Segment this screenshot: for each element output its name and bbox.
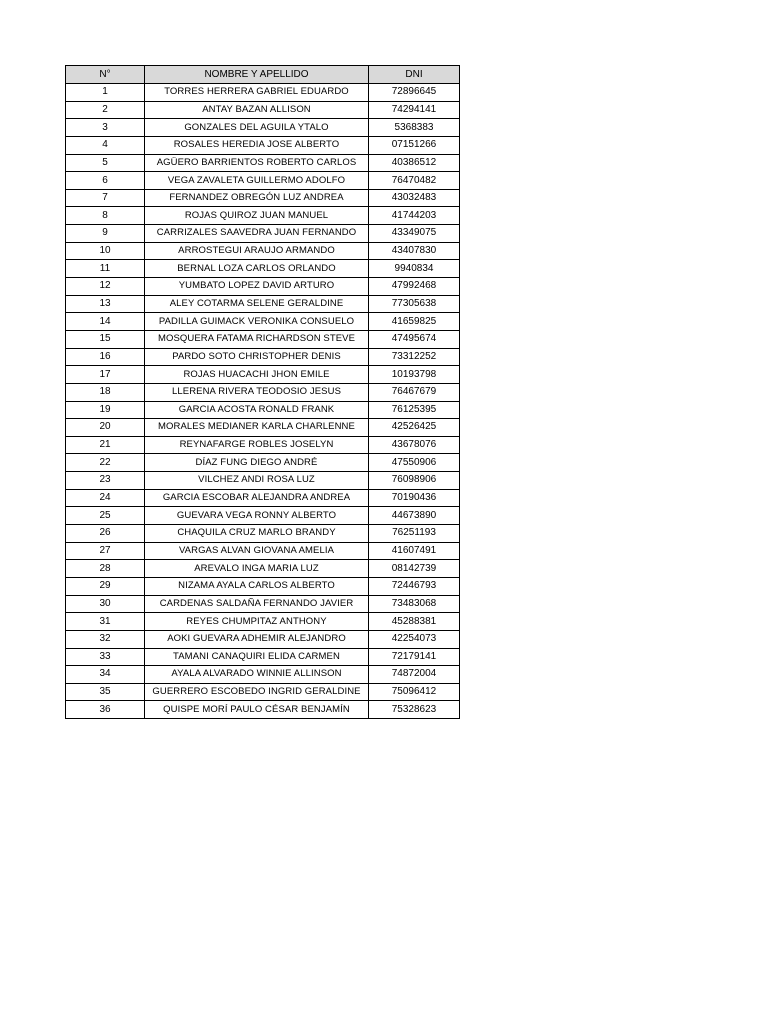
- row-number: 29: [66, 577, 145, 595]
- row-number: 31: [66, 613, 145, 631]
- row-name: VILCHEZ ANDI ROSA LUZ: [145, 472, 369, 490]
- row-name: ROJAS QUIROZ JUAN MANUEL: [145, 207, 369, 225]
- row-name: YUMBATO LOPEZ DAVID ARTURO: [145, 278, 369, 296]
- row-dni: 47992468: [369, 278, 460, 296]
- row-number: 16: [66, 348, 145, 366]
- row-number: 15: [66, 330, 145, 348]
- table-row: [66, 489, 460, 507]
- row-number: 19: [66, 401, 145, 419]
- row-number: 27: [66, 542, 145, 560]
- table-row: [66, 278, 460, 296]
- row-dni: 75328623: [369, 701, 460, 719]
- row-number: 7: [66, 189, 145, 207]
- row-dni: 70190436: [369, 489, 460, 507]
- table-row: [66, 383, 460, 401]
- row-name: AGÜERO BARRIENTOS ROBERTO CARLOS: [145, 154, 369, 172]
- table-row: [66, 119, 460, 137]
- table-row: [66, 419, 460, 437]
- row-name: ROSALES HEREDIA JOSE ALBERTO: [145, 136, 369, 154]
- row-name: PADILLA GUIMACK VERONIKA CONSUELO: [145, 313, 369, 331]
- row-number: 10: [66, 242, 145, 260]
- table-row: [66, 507, 460, 525]
- row-name: ROJAS HUACACHI JHON EMILE: [145, 366, 369, 384]
- row-number: 26: [66, 525, 145, 543]
- row-name: ANTAY BAZAN ALLISON: [145, 101, 369, 119]
- row-number: 21: [66, 436, 145, 454]
- row-dni: 41744203: [369, 207, 460, 225]
- row-number: 36: [66, 701, 145, 719]
- row-dni: 47550906: [369, 454, 460, 472]
- table-row: [66, 560, 460, 578]
- row-number: 32: [66, 630, 145, 648]
- row-dni: 43678076: [369, 436, 460, 454]
- header-dni: DNI: [369, 66, 460, 84]
- row-dni: 08142739: [369, 560, 460, 578]
- table-row: [66, 525, 460, 543]
- row-name: LLERENA RIVERA TEODOSIO JESUS: [145, 383, 369, 401]
- table-row: [66, 207, 460, 225]
- header-name: NOMBRE Y APELLIDO: [145, 66, 369, 84]
- row-dni: 43032483: [369, 189, 460, 207]
- row-number: 33: [66, 648, 145, 666]
- row-name: ALEY COTARMA SELENE GERALDINE: [145, 295, 369, 313]
- row-dni: 72446793: [369, 577, 460, 595]
- row-dni: 45288381: [369, 613, 460, 631]
- table-row: [66, 295, 460, 313]
- row-name: GARCIA ESCOBAR ALEJANDRA ANDREA: [145, 489, 369, 507]
- row-name: AYALA ALVARADO WINNIE ALLINSON: [145, 666, 369, 684]
- row-name: VEGA ZAVALETA GUILLERMO ADOLFO: [145, 172, 369, 190]
- row-number: 35: [66, 683, 145, 701]
- table-row: [66, 454, 460, 472]
- row-number: 24: [66, 489, 145, 507]
- row-dni: 43407830: [369, 242, 460, 260]
- row-dni: 9940834: [369, 260, 460, 278]
- roster-table: [65, 65, 460, 719]
- row-number: 14: [66, 313, 145, 331]
- row-name: TAMANI CANAQUIRI ELIDA CARMEN: [145, 648, 369, 666]
- table-row: [66, 330, 460, 348]
- row-dni: 72179141: [369, 648, 460, 666]
- row-dni: 76125395: [369, 401, 460, 419]
- table-row: [66, 630, 460, 648]
- row-dni: 74872004: [369, 666, 460, 684]
- table-row: [66, 101, 460, 119]
- row-dni: 47495674: [369, 330, 460, 348]
- row-number: 3: [66, 119, 145, 137]
- row-dni: 42526425: [369, 419, 460, 437]
- row-name: TORRES HERRERA GABRIEL EDUARDO: [145, 84, 369, 102]
- table-row: [66, 366, 460, 384]
- table-row: [66, 136, 460, 154]
- row-number: 2: [66, 101, 145, 119]
- row-number: 12: [66, 278, 145, 296]
- row-name: GONZALES DEL AGUILA YTALO: [145, 119, 369, 137]
- row-dni: 41607491: [369, 542, 460, 560]
- row-name: CARRIZALES SAAVEDRA JUAN FERNANDO: [145, 225, 369, 243]
- table-row: [66, 577, 460, 595]
- row-dni: 77305638: [369, 295, 460, 313]
- row-number: 28: [66, 560, 145, 578]
- row-number: 9: [66, 225, 145, 243]
- table-row: [66, 542, 460, 560]
- row-dni: 44673890: [369, 507, 460, 525]
- table-row: [66, 313, 460, 331]
- row-dni: 43349075: [369, 225, 460, 243]
- row-number: 6: [66, 172, 145, 190]
- row-name: BERNAL LOZA CARLOS ORLANDO: [145, 260, 369, 278]
- table-row: [66, 348, 460, 366]
- row-dni: 73483068: [369, 595, 460, 613]
- row-dni: 76470482: [369, 172, 460, 190]
- row-dni: 76467679: [369, 383, 460, 401]
- row-name: AOKI GUEVARA ADHEMIR ALEJANDRO: [145, 630, 369, 648]
- row-name: GUERRERO ESCOBEDO INGRID GERALDINE: [145, 683, 369, 701]
- table-row: [66, 260, 460, 278]
- row-number: 5: [66, 154, 145, 172]
- row-name: REYES CHUMPITAZ ANTHONY: [145, 613, 369, 631]
- header-row: [66, 66, 460, 84]
- table-row: [66, 154, 460, 172]
- row-number: 23: [66, 472, 145, 490]
- row-name: MOSQUERA FATAMA RICHARDSON STEVE: [145, 330, 369, 348]
- row-name: PARDO SOTO CHRISTOPHER DENIS: [145, 348, 369, 366]
- row-number: 1: [66, 84, 145, 102]
- row-number: 8: [66, 207, 145, 225]
- row-name: CARDENAS SALDAÑA FERNANDO JAVIER: [145, 595, 369, 613]
- row-dni: 74294141: [369, 101, 460, 119]
- row-name: VARGAS ALVAN GIOVANA AMELIA: [145, 542, 369, 560]
- table-row: [66, 666, 460, 684]
- row-name: QUISPE MORÍ PAULO CÉSAR BENJAMÍN: [145, 701, 369, 719]
- table-row: [66, 701, 460, 719]
- row-dni: 5368383: [369, 119, 460, 137]
- table-row: [66, 472, 460, 490]
- row-name: GUEVARA VEGA RONNY ALBERTO: [145, 507, 369, 525]
- table-row: [66, 172, 460, 190]
- table-body: [66, 84, 460, 719]
- row-name: AREVALO INGA MARIA LUZ: [145, 560, 369, 578]
- row-number: 34: [66, 666, 145, 684]
- row-number: 17: [66, 366, 145, 384]
- row-name: NIZAMA AYALA CARLOS ALBERTO: [145, 577, 369, 595]
- row-dni: 76098906: [369, 472, 460, 490]
- row-dni: 76251193: [369, 525, 460, 543]
- header-number: N°: [66, 66, 145, 84]
- row-number: 4: [66, 136, 145, 154]
- row-dni: 73312252: [369, 348, 460, 366]
- row-number: 20: [66, 419, 145, 437]
- row-name: ARROSTEGUI ARAUJO ARMANDO: [145, 242, 369, 260]
- table-row: [66, 189, 460, 207]
- row-number: 30: [66, 595, 145, 613]
- table-row: [66, 401, 460, 419]
- row-name: FERNANDEZ OBREGÓN LUZ ANDREA: [145, 189, 369, 207]
- table-row: [66, 225, 460, 243]
- row-dni: 07151266: [369, 136, 460, 154]
- row-dni: 41659825: [369, 313, 460, 331]
- row-name: DÍAZ FUNG DIEGO ANDRÉ: [145, 454, 369, 472]
- row-name: MORALES MEDIANER KARLA CHARLENNE: [145, 419, 369, 437]
- table-row: [66, 648, 460, 666]
- row-dni: 42254073: [369, 630, 460, 648]
- row-dni: 40386512: [369, 154, 460, 172]
- roster-sheet: [65, 65, 460, 719]
- table-row: [66, 242, 460, 260]
- row-number: 22: [66, 454, 145, 472]
- row-name: REYNAFARGE ROBLES JOSELYN: [145, 436, 369, 454]
- table-row: [66, 613, 460, 631]
- table-row: [66, 595, 460, 613]
- row-number: 13: [66, 295, 145, 313]
- row-name: CHAQUILA CRUZ MARLO BRANDY: [145, 525, 369, 543]
- row-dni: 10193798: [369, 366, 460, 384]
- table-row: [66, 683, 460, 701]
- table-row: [66, 84, 460, 102]
- row-name: GARCIA ACOSTA RONALD FRANK: [145, 401, 369, 419]
- row-dni: 72896645: [369, 84, 460, 102]
- row-number: 18: [66, 383, 145, 401]
- row-dni: 75096412: [369, 683, 460, 701]
- row-number: 25: [66, 507, 145, 525]
- row-number: 11: [66, 260, 145, 278]
- table-row: [66, 436, 460, 454]
